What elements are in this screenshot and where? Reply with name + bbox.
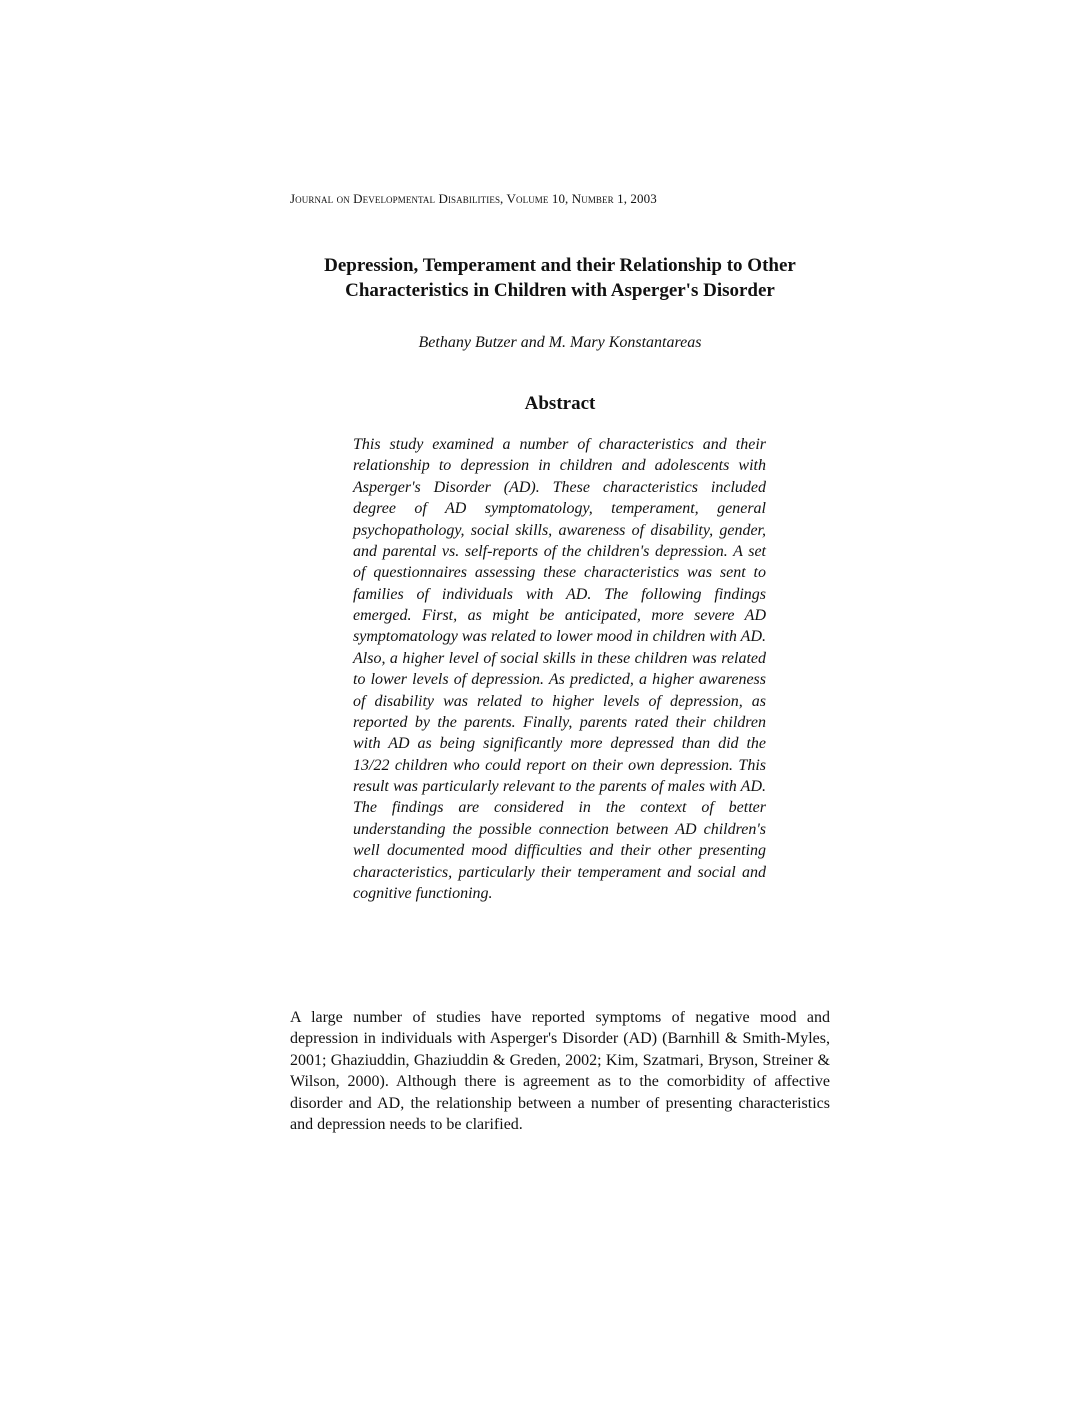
- abstract-text: This study examined a number of characteristics and their relationship to depression in children and adolescents with Asperger's Disorder (AD). These characteristics included degree of AD symptomatology, temperament, general psychopathology, social skills, awareness of disability, gender, and parental vs. self-reports of the children's depression. A set of questionnaires assessing these characteristics was sent to families of individuals with AD. The following findings emerged. First, as might be anticipated, more severe AD symptomatology was related to lower mood in children with AD. Also, a higher level of social skills in these children was related to lower levels of depression. As predicted, a higher awareness of disability was related to higher levels of depression, as reported by the parents. Finally, parents rated their children with AD as being significantly more depressed than did the 13/22 children who could report on their own depression. This result was particularly relevant to the parents of males with AD. The findings are considered in the context of better understanding the possible connection between AD children's well documented mood difficulties and their other presenting characteristics, particularly their temperament and social and cognitive functioning.: [353, 436, 766, 902]
- paper-title: [270, 253, 850, 303]
- title-line-2: Characteristics in Children with Asperger's Disorder: [345, 280, 775, 301]
- intro-paragraph: A large number of studies have reported symptoms of negative mood and depression in individuals with Asperger's Disorder (AD) (Barnhill & Smith-Myles, 2001; Ghaziuddin, Ghaziuddin & Greden, 2002; Kim, Szatmari, Bryson, Streiner & Wilson, 2000). Although there is agreement as to the comorbidity of affective disorder and AD, the relationship between a number of presenting characteristics and depression needs to be clarified.: [290, 1009, 830, 1134]
- running-head: Journal on Developmental Disabilities, Volume 10, Number 1, 2003: [290, 191, 657, 206]
- title-line-1: Depression, Temperament and their Relationship to Other: [324, 255, 796, 276]
- author-list: Bethany Butzer and M. Mary Konstantareas: [418, 334, 702, 351]
- abstract-heading: Abstract: [524, 393, 596, 414]
